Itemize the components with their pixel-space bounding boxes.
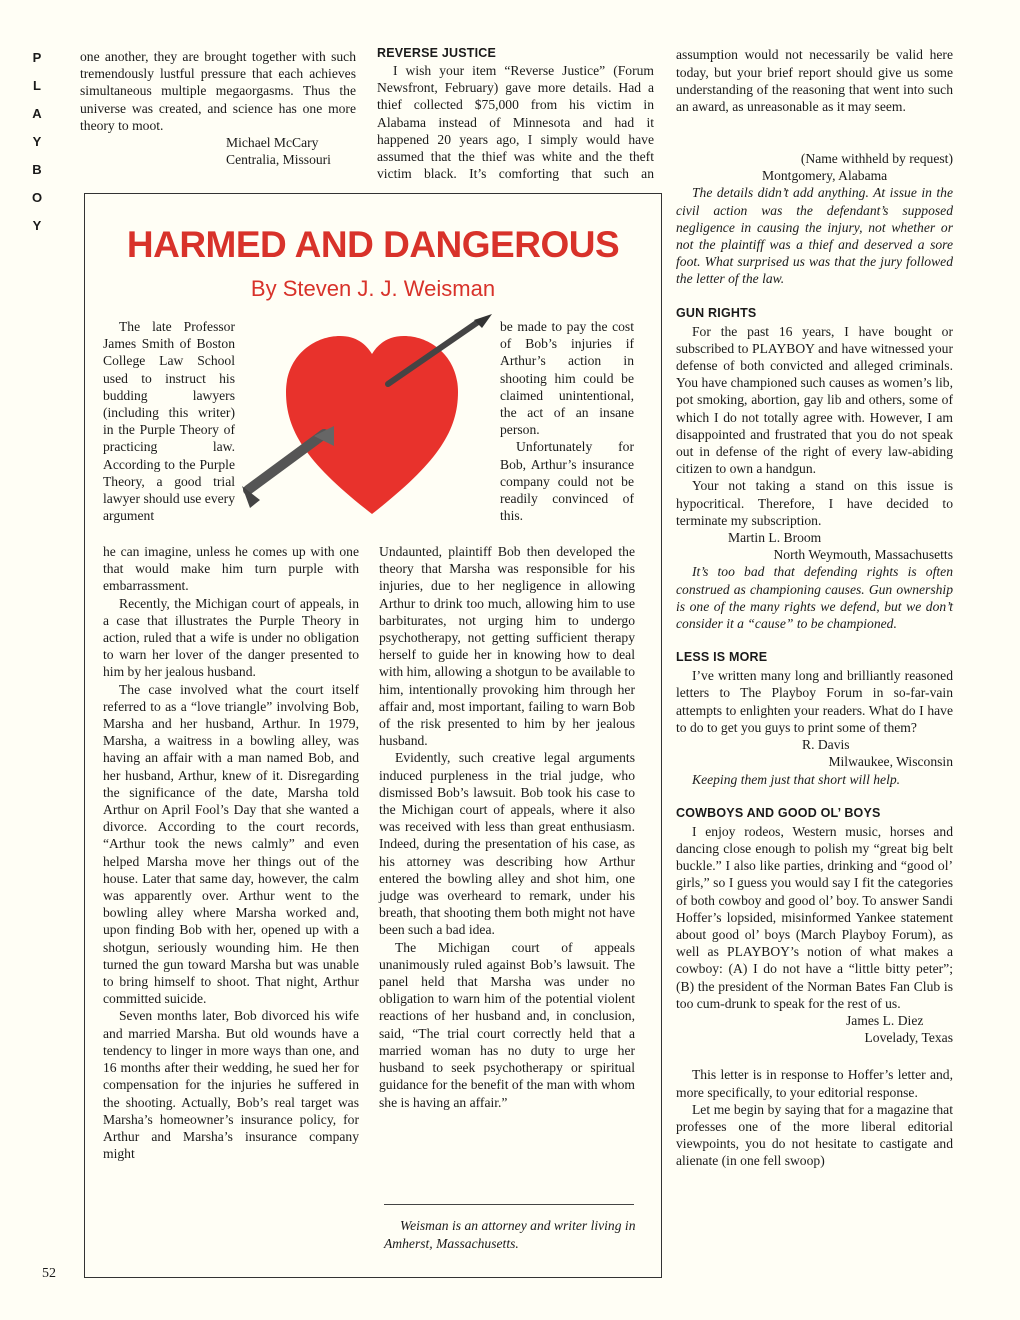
signature-name: James L. Diez bbox=[846, 1012, 924, 1028]
reverse-justice-text-part1: I wish your item “Reverse Justice” (Forum Newsfront, February) gave more details. Had a thief collected $75,000 from his victim in Alabama instead of Minnesota and had it happened 20 years ago, I simply would have assumed that the thief was white and the theft victim black. It’s comforting that such an bbox=[377, 63, 654, 182]
paragraph: Unfortunately for Bob, Arthur’s insurance company could not be readily convinced of this. bbox=[500, 439, 634, 524]
reverse-justice-signature bbox=[676, 150, 953, 184]
section-heading: REVERSE JUSTICE bbox=[377, 46, 497, 60]
signature-place: Montgomery, Alabama bbox=[762, 168, 888, 184]
masthead-letter: P bbox=[32, 50, 42, 65]
signature-name: Michael McCary bbox=[226, 135, 319, 151]
article-col2-wrap bbox=[500, 318, 634, 524]
signature-place: Lovelady, Texas bbox=[864, 1030, 953, 1046]
paragraph: This letter is in response to Hoffer’s letter and, more specifically, to your editorial response. bbox=[676, 1067, 953, 1100]
bio-divider bbox=[384, 1204, 634, 1205]
masthead-letter: B bbox=[32, 162, 42, 177]
editor-reply: The details didn’t add anything. At issue in the civil action was the defendant’s supposed negligence in causing the injury, not whether or not the plaintiff was a thief and deserved a sore foot. What surprised us was that the jury followed the letter of the law. bbox=[676, 185, 953, 287]
article-byline: By Steven J. J. Weisman bbox=[250, 276, 496, 301]
reverse-justice-continued bbox=[676, 46, 953, 150]
section-heading: GUN RIGHTS bbox=[676, 305, 757, 320]
letter-prev-text: one another, they are brought together with such tremendously lustful pressure that each achieves simultaneous multiple megaorgasms. Thus the universe was created, and science has one more theory to moot. bbox=[80, 49, 356, 133]
editor-reply: Keeping them just that short will help. bbox=[692, 771, 901, 787]
paragraph: Your not taking a stand on this issue is hypocritical. Therefore, I have decided to terminate my subscription. bbox=[676, 478, 953, 528]
paragraph: Undaunted, plaintiff Bob then developed the theory that Marsha was responsible for his injuries, due to her negligence in allowing Arthur to drink too much, allowing him to use barbiturates, not urging him to undergo psychotherapy, not getting sufficient therapy herself to guide her in knowing how to deal with him, allowing a shotgun to be available to him, intentionally provoking him through her affair and, most important, failing to warn Bob of the risk presented to him by her jealous husband. bbox=[379, 544, 635, 749]
signature-place: Milwaukee, Wisconsin bbox=[828, 754, 953, 770]
heart-shape bbox=[286, 336, 458, 514]
signature-place: North Weymouth, Massachusetts bbox=[773, 547, 953, 563]
arrow-shaft-tail bbox=[248, 434, 324, 490]
author-bio: Weisman is an attorney and writer living in Amherst, Massachusetts. bbox=[384, 1218, 636, 1251]
less-is-more-letter: I’ve written many long and brilliantly reasoned letters to The Playboy Forum in so-far-vain attempts to enlighten your readers. What do I have to do to get you guys to print some of them? bbox=[676, 668, 953, 735]
article-col1 bbox=[103, 543, 359, 1162]
signature-name: Martin L. Broom bbox=[728, 530, 822, 546]
paragraph: Seven months later, Bob divorced his wife and married Marsha. But old wounds have a tendency to linger in more ways than one, and 16 months after their wedding, he sued her for compensation for the injuries he suffered in the shooting. Actually, Bob’s real target was Marsha’s homeowner’s insurance policy, for Arthur and Marsha’s insurance company might bbox=[103, 1008, 359, 1162]
signature-name: (Name withheld by request) bbox=[800, 151, 953, 166]
signature-name: R. Davis bbox=[802, 737, 850, 753]
masthead-letter: O bbox=[31, 190, 43, 205]
article-title: HARMED AND DANGEROUS bbox=[126, 224, 620, 265]
paragraph: he can imagine, unless he comes up with one that would make him turn purple with embarrassment. bbox=[103, 544, 359, 594]
paragraph: Recently, the Michigan court of appeals, in a case that illustrates the Purple Theory in action, ruled that a wife is under no obligation to warn her lover of the danger presented to him by her jealous husband. bbox=[103, 595, 359, 680]
paragraph: Let me begin by saying that for a magazine that professes one of the more liberal editorial viewpoints, you do not hesitate to castigate and alienate (in one fell swoop) bbox=[676, 1101, 953, 1169]
cowboys-signature bbox=[676, 1012, 953, 1046]
article-col1-wrap bbox=[103, 318, 235, 524]
cowboys-letter: I enjoy rodeos, Western music, horses and dancing close enough to polish my “great big belt buckle.” I also like parties, drinking and “good ol’ girls,” so I guess you would say I fit the categories of both cowboy and good ol’ boy. To answer Sandi Hoffer’s lopsided, misinformed Yankee statement about good ol’ boys (March Playboy Forum), as well as PLAYBOY’s notion of what makes a cowboy: (A) I do not have a “little bitty peter”; (B) the president of the Norman Bates Fan Club is too cum-drunk to speak for the rest of us. bbox=[676, 823, 953, 1011]
masthead-letter: A bbox=[32, 106, 42, 121]
signature-place: Centralia, Missouri bbox=[226, 152, 331, 168]
gun-rights-signature bbox=[676, 529, 953, 563]
paragraph: For the past 16 years, I have bought or subscribed to PLAYBOY and have witnessed your defense of both convicted and alleged criminals. You have championed such causes as women’s lib, pot smoking, abortion, gay lib and others, some of which I do not totally agree with. However, I am disappointed and frustrated that you do not speak out in defense of the right of every law-abiding citizen to own a handgun. bbox=[676, 323, 953, 477]
letter-prev-signature bbox=[80, 134, 356, 168]
paragraph: The Michigan court of appeals unanimously ruled against Bob’s lawsuit. The panel held that Marsha was under no obligation to warn him of the potential violent reactions of her husband and, in conclusion, said, “The trial court correctly held that a married woman has no duty to urge her husband to seek psychotherapy or spiritual guidance for the benefit of the man with whom she is having an affair.” bbox=[379, 939, 635, 1110]
paragraph: be made to pay the cost of Bob’s injuries if Arthur’s action in shooting him could be claimed unintentional, the act of an insane person. bbox=[500, 319, 634, 438]
article-col2 bbox=[379, 543, 635, 1111]
paragraph: The case involved what the court itself referred to as a “love triangle” involving Bob, Marsha and her husband, Arthur. In 1979, Marsha, a waitress in a bowling alley, was having an affair with a man named Bob, and her husband, Arthur, knew of it. Disregarding the significance of the date, Marsha told Arthur on April Fool’s Day that she wanted a divorce. According to the court records, “Arthur took the news calmly” and even helped Marsha move her things out of the house. Later that same day, however, the calm was apparently over. Arthur went to the bowling alley where Marsha worked and, upon finding Bob with her, opened up with a shotgun, seriously wounding him. He then turned the gun toward Marsha but was unable to bring himself to shoot. That night, Arthur committed suicide. bbox=[103, 681, 359, 1007]
section-heading: COWBOYS AND GOOD OL’ BOYS bbox=[676, 805, 881, 820]
right-column bbox=[676, 46, 953, 1170]
masthead-playboy bbox=[28, 44, 46, 240]
reverse-justice-text-part2: assumption would not necessarily be valid here today, but your brief report should give us some understanding of the reasoning that went into such an award, as unreasonable as it may seem. bbox=[676, 47, 953, 115]
paragraph: Evidently, such creative legal arguments induced purpleness in the trial judge, who dismissed Bob’s lawsuit. Bob took his case to the Michigan court of appeals, where it also was received with less than great enthusiasm. Indeed, during the presentation of his case, as his attorney was describing how Arthur entered the bowling alley and shot him, one judge was overheard to remark, under his breath, that shooting them both might not have been such a bad idea. bbox=[379, 750, 635, 938]
masthead-letter: Y bbox=[32, 218, 42, 233]
page-number: 52 bbox=[42, 1266, 56, 1281]
section-heading: LESS IS MORE bbox=[676, 650, 768, 665]
paragraph: The late Professor James Smith of Boston College Law School used to instruct his budding lawyers (including this writer) in the Purple Theory of practicing law. According to the Purple Theory, a good trial lawyer should use every argument bbox=[103, 319, 235, 524]
editor-reply: It’s too bad that defending rights is often construed as championing causes. Gun ownership is one of the many rights we defend, but we don’t consider it a “cause” to be championed. bbox=[676, 564, 953, 632]
masthead-letter: Y bbox=[32, 134, 42, 149]
gun-rights-letter bbox=[676, 323, 953, 529]
less-is-more-signature bbox=[676, 736, 953, 770]
masthead-letter: L bbox=[33, 78, 41, 93]
heart-arrow-illustration bbox=[238, 314, 506, 524]
reverse-justice-section bbox=[377, 46, 654, 182]
response-letter bbox=[676, 1066, 953, 1169]
letter-prev bbox=[80, 48, 356, 168]
